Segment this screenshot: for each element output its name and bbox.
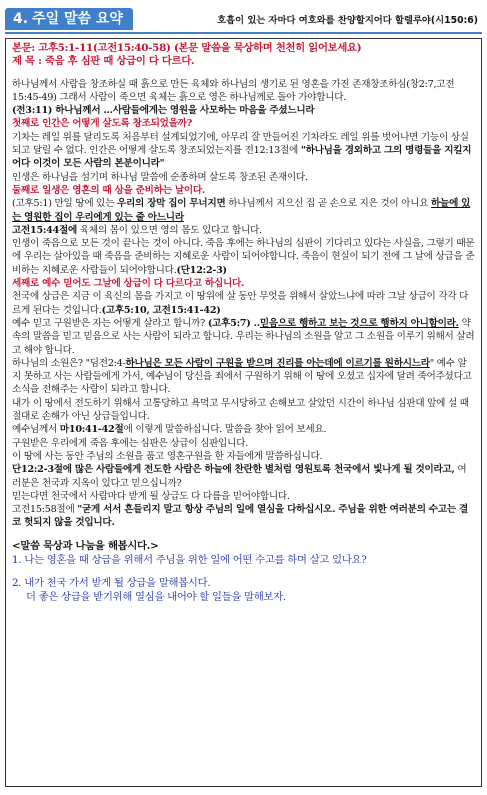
point1-body [12, 131, 475, 171]
point3-body-8 [12, 463, 475, 490]
point2-bold-a: 우리의 장막 집이 무너지면 [117, 198, 226, 210]
point3-body-10 [12, 503, 475, 530]
point3-text-c: 약속의 말씀을 믿고 믿음으로 사는 사람이 되라고 합니다. 우리는 하나님의 소원을 알고 그 소원을 이루기 위해서 살려고 해야 합니다. [12, 317, 475, 356]
point3-text-a: 천국에 상급은 지금 이 육신의 몸을 가지고 이 땅위에 살 동안 무엇을 위해서 살았느냐에 따라 그날 상급이 각각 다르게 된다는 것입니다. [12, 291, 469, 316]
spacer [12, 567, 475, 576]
point3-body-4: 내가 이 땅에서 전도하기 위해서 고통당하고 욕먹고 무시당하고 손해보고 살았던 시간이 하나님 심판대 앞에 설 때 절대로 손해가 아닌 상급들입니다. [12, 397, 469, 423]
point2-text-c: 육체의 몸이 있으면 영의 몸도 있다고 합니다. [77, 224, 262, 236]
question-2-followup: 더 좋은 상급을 받기위해 열심을 내어야 할 일들을 말해보자. [26, 590, 286, 603]
point3-body-3 [12, 357, 475, 397]
spacer [12, 530, 475, 539]
header-rule [5, 32, 482, 34]
sermon-theme: 제 목 : 죽음 후 심판 때 상급이 다 다르다. [12, 55, 195, 68]
point3-body-5 [12, 423, 475, 436]
section-title-tab [5, 8, 133, 30]
point3-text-h: 에 이렇게 말씀하십니다. 말씀을 찾아 읽어 보세요. [123, 424, 327, 436]
point2-text-d: 인생이 죽음으로 모든 것이 끝나는 것이 아니다. 죽음 후에는 하나님의 심판이 기다리고 있다는 사실을, 그렇기 때문에 우리는 살아있을 때 죽음을 준비하는 지혜로운 사람이 되어야합니다. 죽음이 현실이 되기 전에 그 날에 상급을 준비하는 지혜로운 사람들이 되어야합니다. [12, 238, 475, 276]
point2-body [12, 197, 475, 224]
point3-bold-k: 단12:2-3절에 많은 사람들에게 전도한 사람은 하늘에 찬란한 별처럼 영원토록 천국에서 빛나게 될 것이라고, [12, 464, 455, 476]
point2-ref: (단12:2-3) [176, 264, 227, 276]
point3-body-7: 이 땅에 사는 동안 주님의 소원을 품고 영혼구원을 한 자들에게 말씀하십니다. [12, 450, 323, 462]
point3-body-6: 구원받은 우리에게 죽음 후에는 심판은 상급이 심판입니다. [12, 437, 249, 449]
summary-box [5, 38, 482, 787]
point1-conclusion: 인생은 하나님을 섬기며 하나님 말씀에 순종하며 살도록 창조된 존재이다. [12, 171, 308, 183]
point1-bold-quote: "하나님을 경외하고 그의 명령들을 지킬지어다 이것이 모든 사람의 본분이니라" [12, 145, 472, 170]
header [5, 6, 482, 32]
scripture-line: 본문: 고후5:1-11(고전15:40-58) (본문 말씀을 묵상하며 천천히 읽어보세요) [12, 42, 362, 54]
point3-ref-a: (고후5:10, 고전15:41-42) [101, 304, 221, 316]
point3-body-2 [12, 317, 475, 357]
point3-underline-d: 하나님은 모든 사람이 구원을 받으며 진리를 아는데에 이르기를 원하시느라 [125, 357, 430, 369]
header-verse: 호흡이 있는 자마다 여호와를 찬양할지어다 할렐루야(시150:6) [217, 15, 478, 26]
point2-heading: 둘째로 일생은 영혼의 때 상을 준비하는 날이다. [12, 184, 205, 196]
point2-text-a: (고후5:1) 만일 땅에 있는 [12, 198, 118, 210]
point2-bold-b: 고전15:44절에 [12, 224, 78, 236]
point2-text-b: 하나님께서 지으신 집 곧 손으로 지은 것이 아니요 [225, 198, 432, 210]
point3-text-d: 하나님의 소원은? "딤전2:4- [12, 357, 126, 369]
point2-body-2 [12, 224, 475, 237]
intro-paragraph: 하나님께서 사람을 창조하실 때 흙으로 만든 육체와 하나님의 생기로 된 영혼을 가진 존재창조하심(창2:7,고전15:45-49) 그래서 사람이 죽으면 육체는 흙으로 영은 하나님께로 돌아 가야합니다. [12, 78, 455, 103]
point3-body-9: 믿는다면 천국에서 사람마다 받게 될 상급도 다 다름을 믿어야합니다. [12, 490, 290, 502]
meditation-heading: <말씀 묵상과 나눔을 해봅시다.> [12, 539, 159, 552]
point3-body-1 [12, 290, 475, 317]
point3-text-m: 고전15:58절에 [12, 504, 78, 516]
point3-heading: 세째로 예수 믿어도 그날에 상급이 다 다르다고 하십니다. [12, 278, 245, 290]
point3-ref-b: (고후5:7) .. [207, 317, 260, 329]
question-2: 2. 내가 천국 가서 받게 될 상급을 말해봅시다. [12, 576, 211, 589]
point3-underline-b: 믿음으로 행하고 보는 것으로 행하지 아니함이라. [259, 317, 459, 329]
intro-verse: (전3:11) 하나님께서 ...사람들에게는 영원을 사모하는 마음을 주셨느니라 [12, 105, 315, 117]
point2-underline-a: 하늘에 있는 영원한 집이 우리에게 있는 줄 아느니라 [12, 198, 471, 223]
question-1: 1. 나는 영혼을 때 상급을 위해서 주님을 위한 일에 어떤 수고를 하며 살고 있나요? [12, 553, 367, 566]
point3-text-g: 예수님께서 [12, 424, 60, 436]
point1-text-a: 기차는 레일 위를 달리도록 처음부터 설계되었기에, 아무리 잘 만들어진 기차라도 레일 위를 벗어나면 기능이 상실되고 달릴 수 없다. 인간은 어떻게 살도록 창조되었는지를 전12:13절에 [12, 131, 469, 157]
point3-text-k: 여러분은 천국과 지옥이 있다고 믿으십니까? [12, 464, 467, 489]
point3-bold-g: 마10:41-42절 [59, 424, 124, 436]
point1-heading: 첫째로 인간은 어떻게 살도록 창조되었을까? [12, 118, 193, 130]
section-number: 4. [13, 11, 29, 27]
point2-body-3 [12, 237, 475, 277]
point3-text-e: " 예수 알지 못하고 사는 사람들에게 가서, 예수님이 당신을 죄에서 구원하기 위해 이 땅에 오셨고 십자에 달려 죽어주셨다고 소식을 전해주는 사람이 되라고 합니다. [12, 357, 472, 396]
point3-bold-m: "굳게 서서 흔들리지 말고 항상 주님의 일에 열심을 다하십시오. 주님을 위한 여러분의 수고는 결코 헛되지 않을 것입니다. [12, 504, 468, 529]
point3-text-b: 예수 믿고 구원받은 자는 어떻게 살라고 합니까? [12, 317, 208, 329]
spacer [12, 69, 475, 78]
section-title: 주일 말씀 요약 [32, 11, 123, 27]
